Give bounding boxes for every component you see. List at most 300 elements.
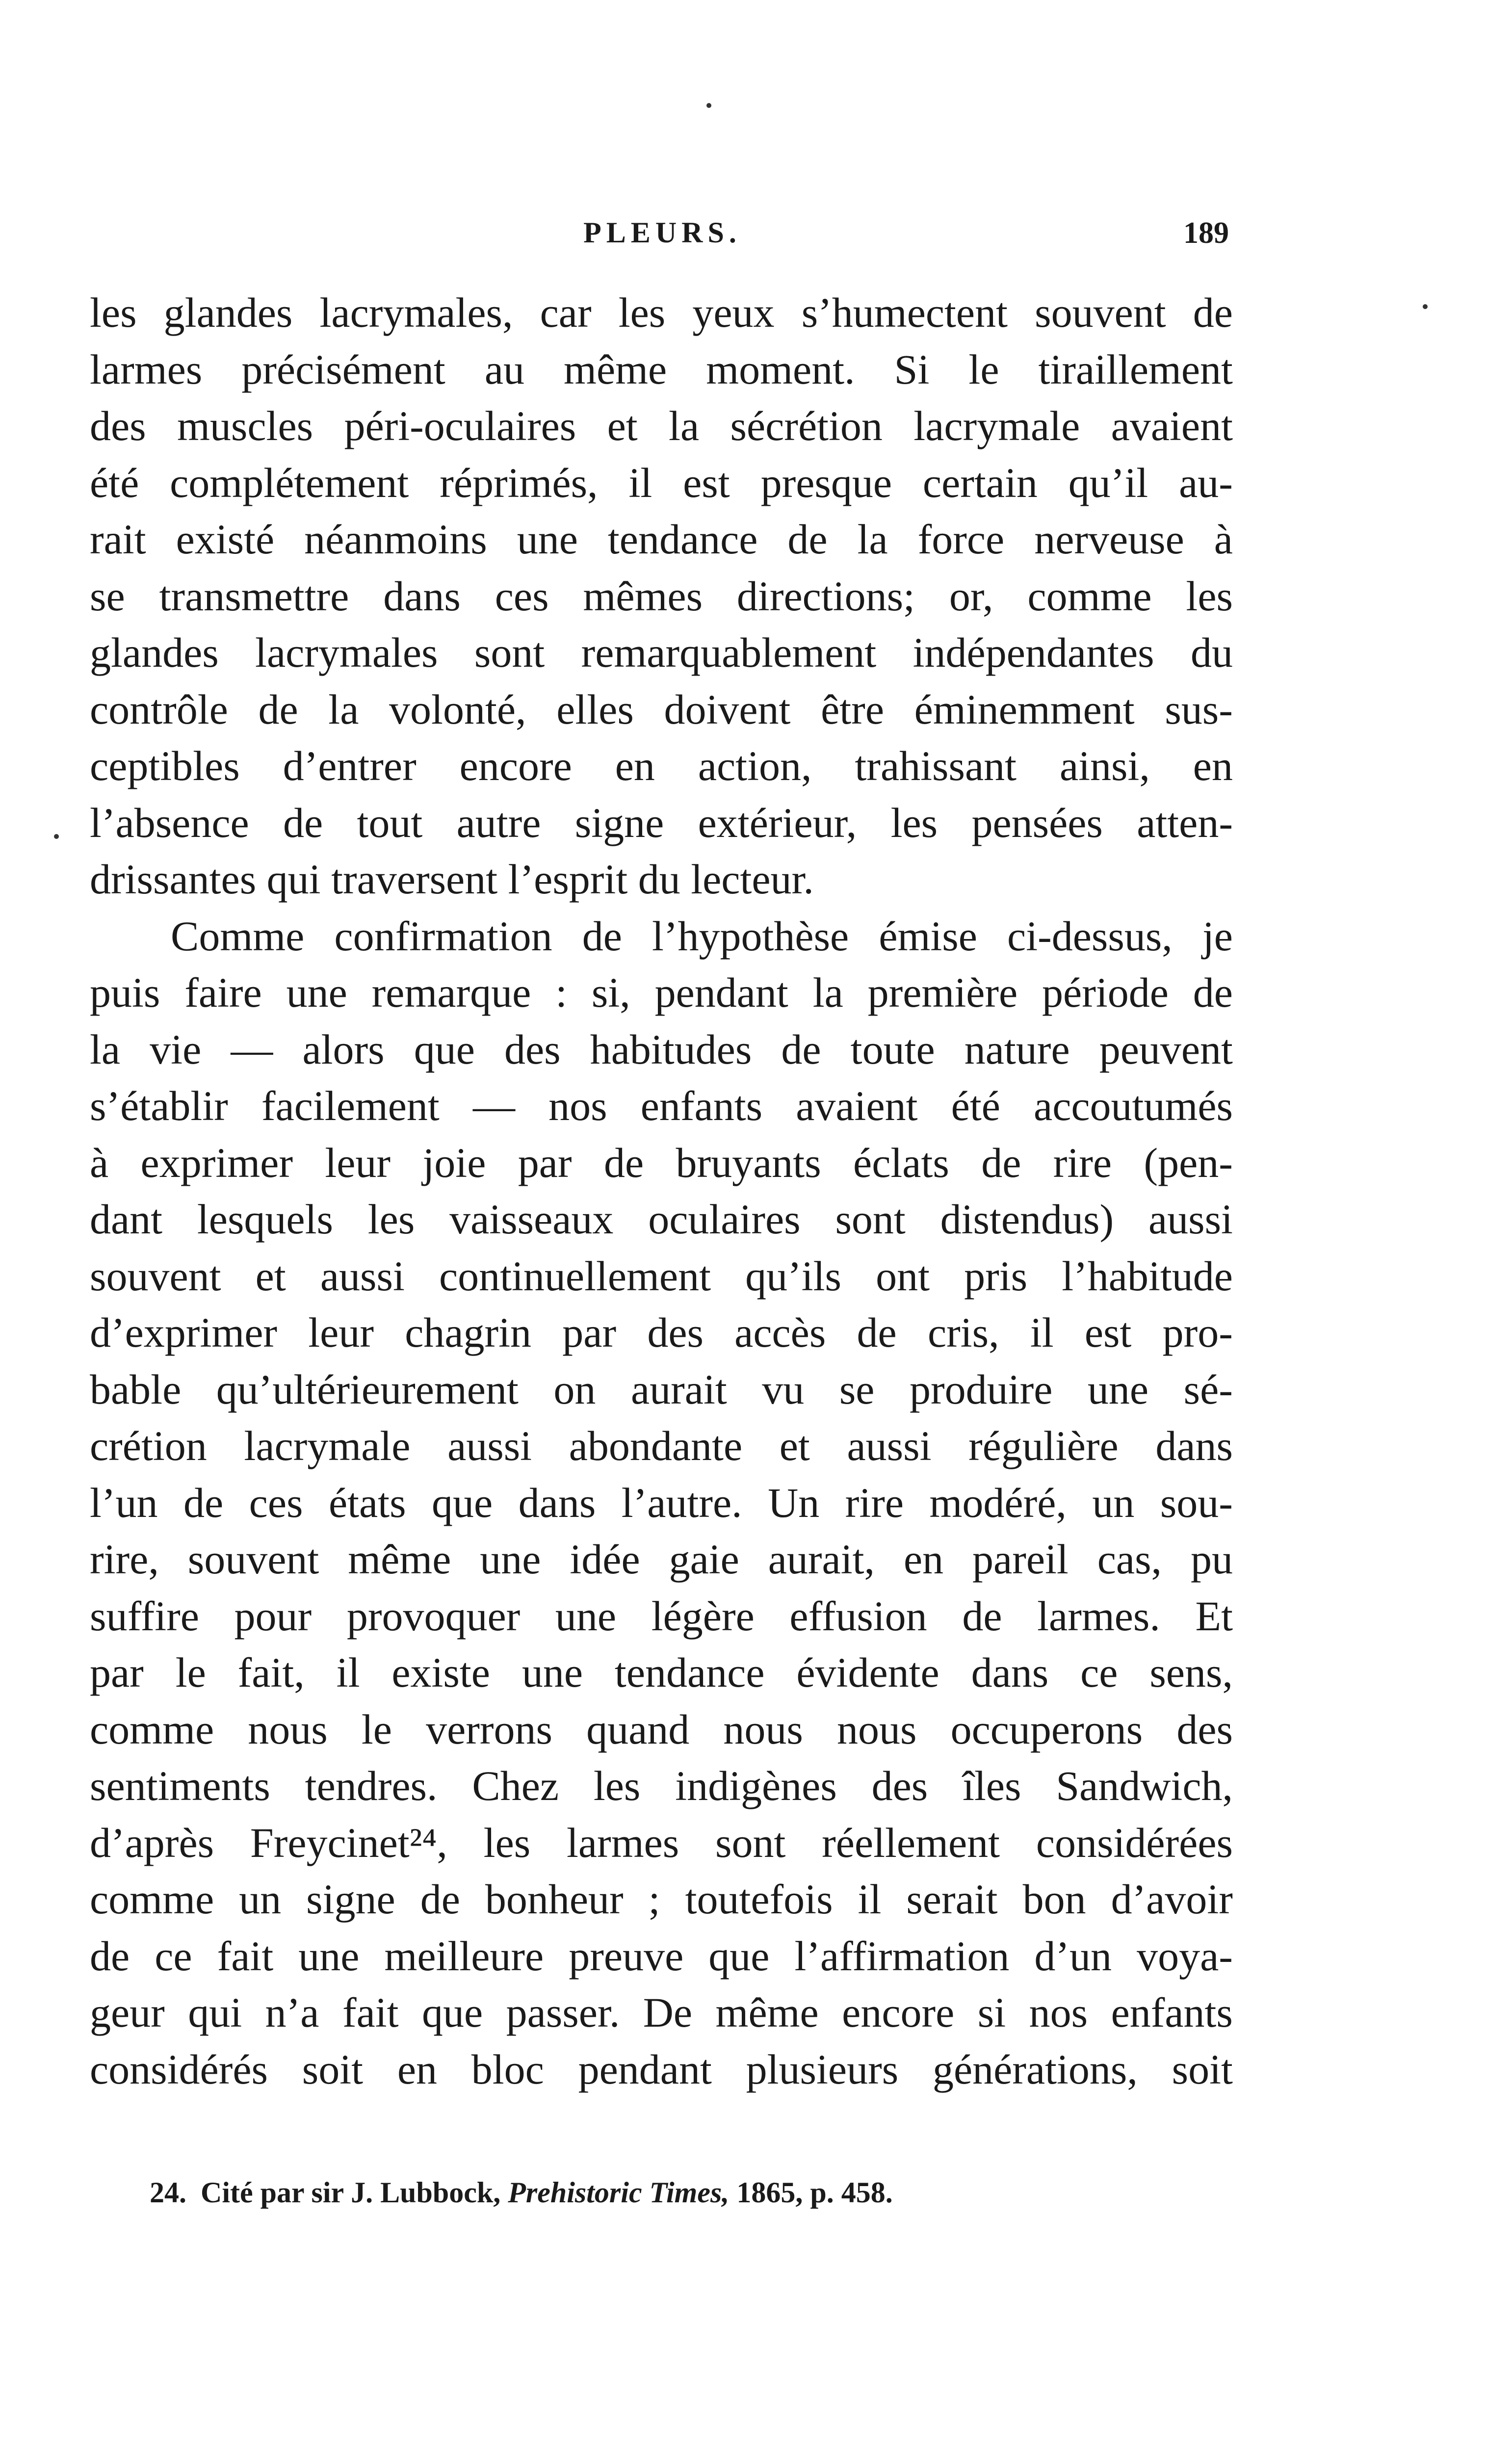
word: verrons [426,1705,552,1753]
word: sont [835,1196,906,1243]
text-line [90,1248,1233,1305]
word: indigènes [675,1762,837,1809]
word: un [1092,1479,1135,1526]
word: toute [850,1025,935,1073]
text-line [90,568,1233,625]
word: si, [591,969,630,1016]
word: considérées [1036,1819,1233,1866]
word: continuellement [439,1252,711,1300]
word: leur [308,1309,374,1356]
word: péri-oculaires [344,402,576,449]
word: rait [90,516,146,563]
text-line [90,1531,1233,1588]
word: enfants [1111,1989,1233,2036]
word: au- [1179,459,1233,506]
word: il [1030,1309,1054,1356]
word: autre [456,799,541,846]
word: nos [1029,1989,1088,2036]
word: nous [837,1705,917,1753]
word: transmettre [159,572,349,620]
word: des [504,1025,561,1073]
word: sont [715,1819,786,1866]
word: comme [1027,572,1152,620]
word: pu [1190,1536,1233,1583]
footnote-text-after: 1865, p. 458. [736,2176,893,2209]
word: vie [150,1025,202,1073]
word: faire [184,969,262,1016]
word: rire [1053,1139,1112,1186]
running-title: PLEURS. [583,216,741,249]
word: souvent [1035,289,1166,336]
word: que [414,1025,475,1073]
word: dans [1155,1422,1233,1469]
word: des [647,1309,704,1356]
word: en [1193,742,1233,789]
running-head [96,216,1229,260]
word: muscles [177,402,313,449]
word: aussi [847,1422,932,1469]
word: tout [357,799,423,846]
word: joie [422,1139,486,1186]
word: bon [1022,1876,1086,1923]
word: gaie [669,1536,739,1583]
word: presque [760,459,892,506]
text-line [90,1815,1233,1872]
word: or, [949,572,993,620]
word: des [871,1762,928,1809]
word: les [483,1819,531,1866]
word: geur [90,1989,165,2036]
word: larmes [90,345,203,393]
word: il [628,459,652,506]
word: indépendantes [912,629,1154,676]
word: au [484,345,524,393]
word: les [890,799,938,846]
word: nerveuse [1034,516,1184,563]
word: états [328,1479,406,1526]
word: que [422,1989,483,2036]
word: avaient [1111,402,1233,449]
word: ce [155,1932,192,1980]
word: qu’ultérieurement [216,1365,519,1413]
text-line [90,908,1233,965]
word: accès [734,1309,826,1356]
word: de [787,516,828,563]
word: la [90,1025,121,1073]
word: le [968,345,999,393]
word: de [258,685,298,733]
word: qui [188,1989,242,2036]
word: signe [574,799,664,846]
word: le [361,1705,392,1753]
word: se [90,572,125,620]
word: chagrin [405,1309,532,1356]
word: des [90,402,146,449]
word: complétement [170,459,409,506]
word: d’après [90,1819,214,1866]
footnote-number: 24. [150,2176,186,2209]
word: trahissant [855,742,1017,789]
page-number: 189 [1183,216,1229,250]
word: il [858,1876,882,1923]
word: générations, [932,2045,1138,2093]
word: de [90,1932,130,1980]
word: les [367,1196,415,1243]
word: comme [90,1876,214,1923]
word: Si [894,345,930,393]
text-line [90,1701,1233,1758]
word: une [1087,1365,1149,1413]
word: tendance [607,516,758,563]
footnote-title: Prehistoric Times, [508,2176,730,2209]
text-line [90,1758,1233,1815]
word: Un [768,1479,820,1526]
word: sou- [1160,1479,1233,1526]
word: Sandwich, [1056,1762,1233,1809]
word: pendant [578,2045,712,2093]
text-line [90,1021,1233,1078]
text-line [90,511,1233,568]
word: de [962,1592,1002,1640]
word: suffire [90,1592,199,1640]
word: contrôle [90,685,228,733]
word: alors [302,1025,385,1073]
word: crétion [90,1422,207,1469]
word: est [683,459,730,506]
word: une [555,1592,617,1640]
word: de [582,912,622,960]
word: de [283,799,323,846]
word: et [255,1252,286,1300]
word: tiraillement [1038,345,1233,393]
word: en [903,1536,944,1583]
word: larmes [566,1819,679,1866]
word: d’exprimer [90,1309,278,1356]
margin-speck [54,834,59,839]
word: remarquablement [581,629,877,676]
text-line [90,1191,1233,1248]
word: pro- [1162,1309,1233,1356]
word: souvent [187,1536,319,1583]
word: même [715,1989,819,2036]
word: dans [971,1649,1049,1696]
word: est [1084,1309,1132,1356]
word: nature [964,1025,1070,1073]
word: leur [325,1139,391,1186]
word: régulière [968,1422,1119,1469]
word: le [175,1649,206,1696]
text-line: drissantes qui traversent l’esprit du lecteur. [90,856,814,903]
word: par [562,1309,617,1356]
word: éclats [853,1139,949,1186]
word: lacrymale [913,402,1080,449]
word: directions; [736,572,915,620]
word: provoquer [346,1592,521,1640]
word: lesquels [197,1196,333,1243]
word: exprimer [140,1139,293,1186]
word: ; [648,1876,660,1923]
word: ces [249,1479,303,1526]
word: quand [586,1705,690,1753]
word: bloc [471,2045,544,2093]
text-line [90,1588,1233,1645]
text-line [90,625,1233,681]
word: une [286,969,347,1016]
word: s’humectent [801,289,1008,336]
word: De [643,1989,693,2036]
word: et [779,1422,810,1469]
word: période [1042,969,1169,1016]
word: sentiments [90,1762,270,1809]
word: rire, [90,1536,159,1583]
word: atten- [1137,799,1233,846]
word: extérieur, [698,799,857,846]
word: les [593,1762,641,1809]
text-line [90,1928,1233,1985]
word: plusieurs [746,2045,899,2093]
word: la [328,685,359,733]
word: remarque [371,969,531,1016]
word: preuve [569,1932,684,1980]
word: îles [963,1762,1021,1809]
word: de [1193,289,1233,336]
word: yeux [692,289,775,336]
word: souvent [90,1252,221,1300]
word: aurait, [768,1536,875,1583]
word: pris [964,1252,1028,1300]
word: nous [248,1705,328,1753]
word: sus- [1165,685,1233,733]
text-line [90,398,1233,455]
word: nous [723,1705,803,1753]
word: même [348,1536,451,1583]
text-line [90,2041,1233,2098]
word: qu’il [1068,459,1148,506]
word: produire [910,1365,1053,1413]
word: je [1202,912,1233,960]
word: qu’ils [745,1252,842,1300]
word: encore [459,742,572,789]
word: considérés [90,2045,268,2093]
word: aussi [447,1422,532,1469]
text-line [90,965,1233,1021]
word: les [1186,572,1233,620]
text-line [90,738,1233,795]
word: l’affirmation [794,1932,1010,1980]
word: ces [495,572,549,620]
word: — [472,1082,515,1129]
text-line [90,1871,1233,1928]
word: émise [879,912,977,960]
word: de [981,1139,1021,1186]
word: dans [383,572,461,620]
word: distendus) [940,1196,1114,1243]
word: lacrymale [244,1422,411,1469]
word: dans [518,1479,596,1526]
word: pensées [971,799,1103,846]
word: : [555,969,568,1016]
text-line [90,1475,1233,1532]
word: de [420,1876,460,1923]
word: glandes [163,289,293,336]
word: abondante [569,1422,743,1469]
word: enfants [640,1082,763,1129]
word: Et [1195,1592,1233,1640]
word: Comme [171,912,305,960]
word: et [607,402,638,449]
word: tendance [614,1649,765,1696]
word: nos [548,1082,607,1129]
word: une [521,1649,583,1696]
word: tendres. [305,1762,438,1809]
word: éminemment [914,685,1135,733]
word: signe [306,1876,395,1923]
word: habitudes [590,1025,752,1073]
margin-speck [706,103,711,108]
word: meilleure [384,1932,544,1980]
text-line [90,1078,1233,1135]
word: sens, [1149,1649,1233,1696]
word: soit [1172,2045,1233,2093]
word: à [90,1139,109,1186]
word: de [183,1479,224,1526]
word: les [618,289,666,336]
word: il [336,1649,360,1696]
word: pour [234,1592,312,1640]
text-line [90,1361,1233,1418]
word: de [857,1309,897,1356]
word: bruyants [676,1139,821,1186]
word: cris, [927,1309,999,1356]
word: modéré, [929,1479,1067,1526]
word: ceptibles [90,742,240,789]
word: toutefois [685,1876,833,1923]
word: puis [90,969,160,1016]
margin-speck [1423,304,1428,309]
word: — [231,1025,273,1073]
word: être [821,685,884,733]
word: en [615,742,655,789]
word: existe [391,1649,490,1696]
word: certain [922,459,1038,506]
word: oculaires [648,1196,801,1243]
word: on [553,1365,596,1413]
word: l’habitude [1062,1252,1233,1300]
word: encore [842,1989,955,2036]
footnote [150,2176,1229,2210]
word: réellement [822,1819,1000,1866]
word: l’hypothèse [652,912,849,960]
word: ont [876,1252,930,1300]
word: néanmoins [304,516,487,563]
word: lacrymales, [319,289,513,336]
word: vaisseaux [449,1196,614,1243]
word: une [480,1536,541,1583]
word: confirmation [334,912,552,960]
text-line [90,285,1233,341]
word: vu [762,1365,805,1413]
word: les [90,289,137,336]
text-line [90,795,1233,852]
word: Freycinet²⁴, [250,1819,447,1866]
word: elles [556,685,634,733]
text-line [90,1418,1233,1475]
word: effusion [789,1592,927,1640]
word: rire [845,1479,904,1526]
word: aussi [320,1252,405,1300]
word: lacrymales [255,629,438,676]
word: ce [1080,1649,1118,1696]
word: passer. [506,1989,620,2036]
word: été [951,1082,1000,1129]
word: que [432,1479,493,1526]
word: une [517,516,578,563]
word: soit [302,2045,364,2093]
word: évidente [796,1649,939,1696]
word: Chez [472,1762,559,1809]
text-line [90,455,1233,512]
word: fait, [237,1649,305,1696]
word: bable [90,1365,182,1413]
word: l’autre. [621,1479,742,1526]
word: mêmes [583,572,703,620]
word: de [603,1139,644,1186]
word: aussi [1148,1196,1233,1243]
word: cas, [1097,1536,1162,1583]
text-line [90,1135,1233,1192]
word: été [90,459,139,506]
word: comme [90,1705,214,1753]
word: même [564,345,667,393]
word: larmes. [1037,1592,1160,1640]
word: précisément [241,345,445,393]
word: en [397,2045,437,2093]
word: de [781,1025,821,1073]
word: d’entrer [283,742,417,789]
word: légère [651,1592,755,1640]
word: avaient [796,1082,918,1129]
word: aurait [630,1365,727,1413]
word: l’absence [90,799,249,846]
word: action, [698,742,812,789]
word: la [669,402,700,449]
word: d’un [1034,1932,1112,1980]
text-line [90,1644,1233,1701]
word: fait [342,1989,399,2036]
word: ainsi, [1059,742,1150,789]
word: s’établir [90,1082,228,1129]
word: à [1214,516,1233,563]
word: n’a [265,1989,319,2036]
word: (pen- [1144,1139,1233,1186]
word: première [867,969,1018,1016]
text-line [90,341,1233,398]
word: sécrétion [730,402,883,449]
word: pendant [654,969,788,1016]
word: accoutumés [1034,1082,1233,1129]
word: réprimés, [440,459,598,506]
word: du [1190,629,1233,676]
word: peuvent [1099,1025,1233,1073]
word: par [90,1649,144,1696]
word: des [1176,1705,1233,1753]
word: voya- [1137,1932,1233,1980]
word: se [839,1365,875,1413]
word: par [518,1139,572,1186]
word: la [857,516,888,563]
word: volonté, [389,685,526,733]
word: ci-dessus, [1007,912,1173,960]
